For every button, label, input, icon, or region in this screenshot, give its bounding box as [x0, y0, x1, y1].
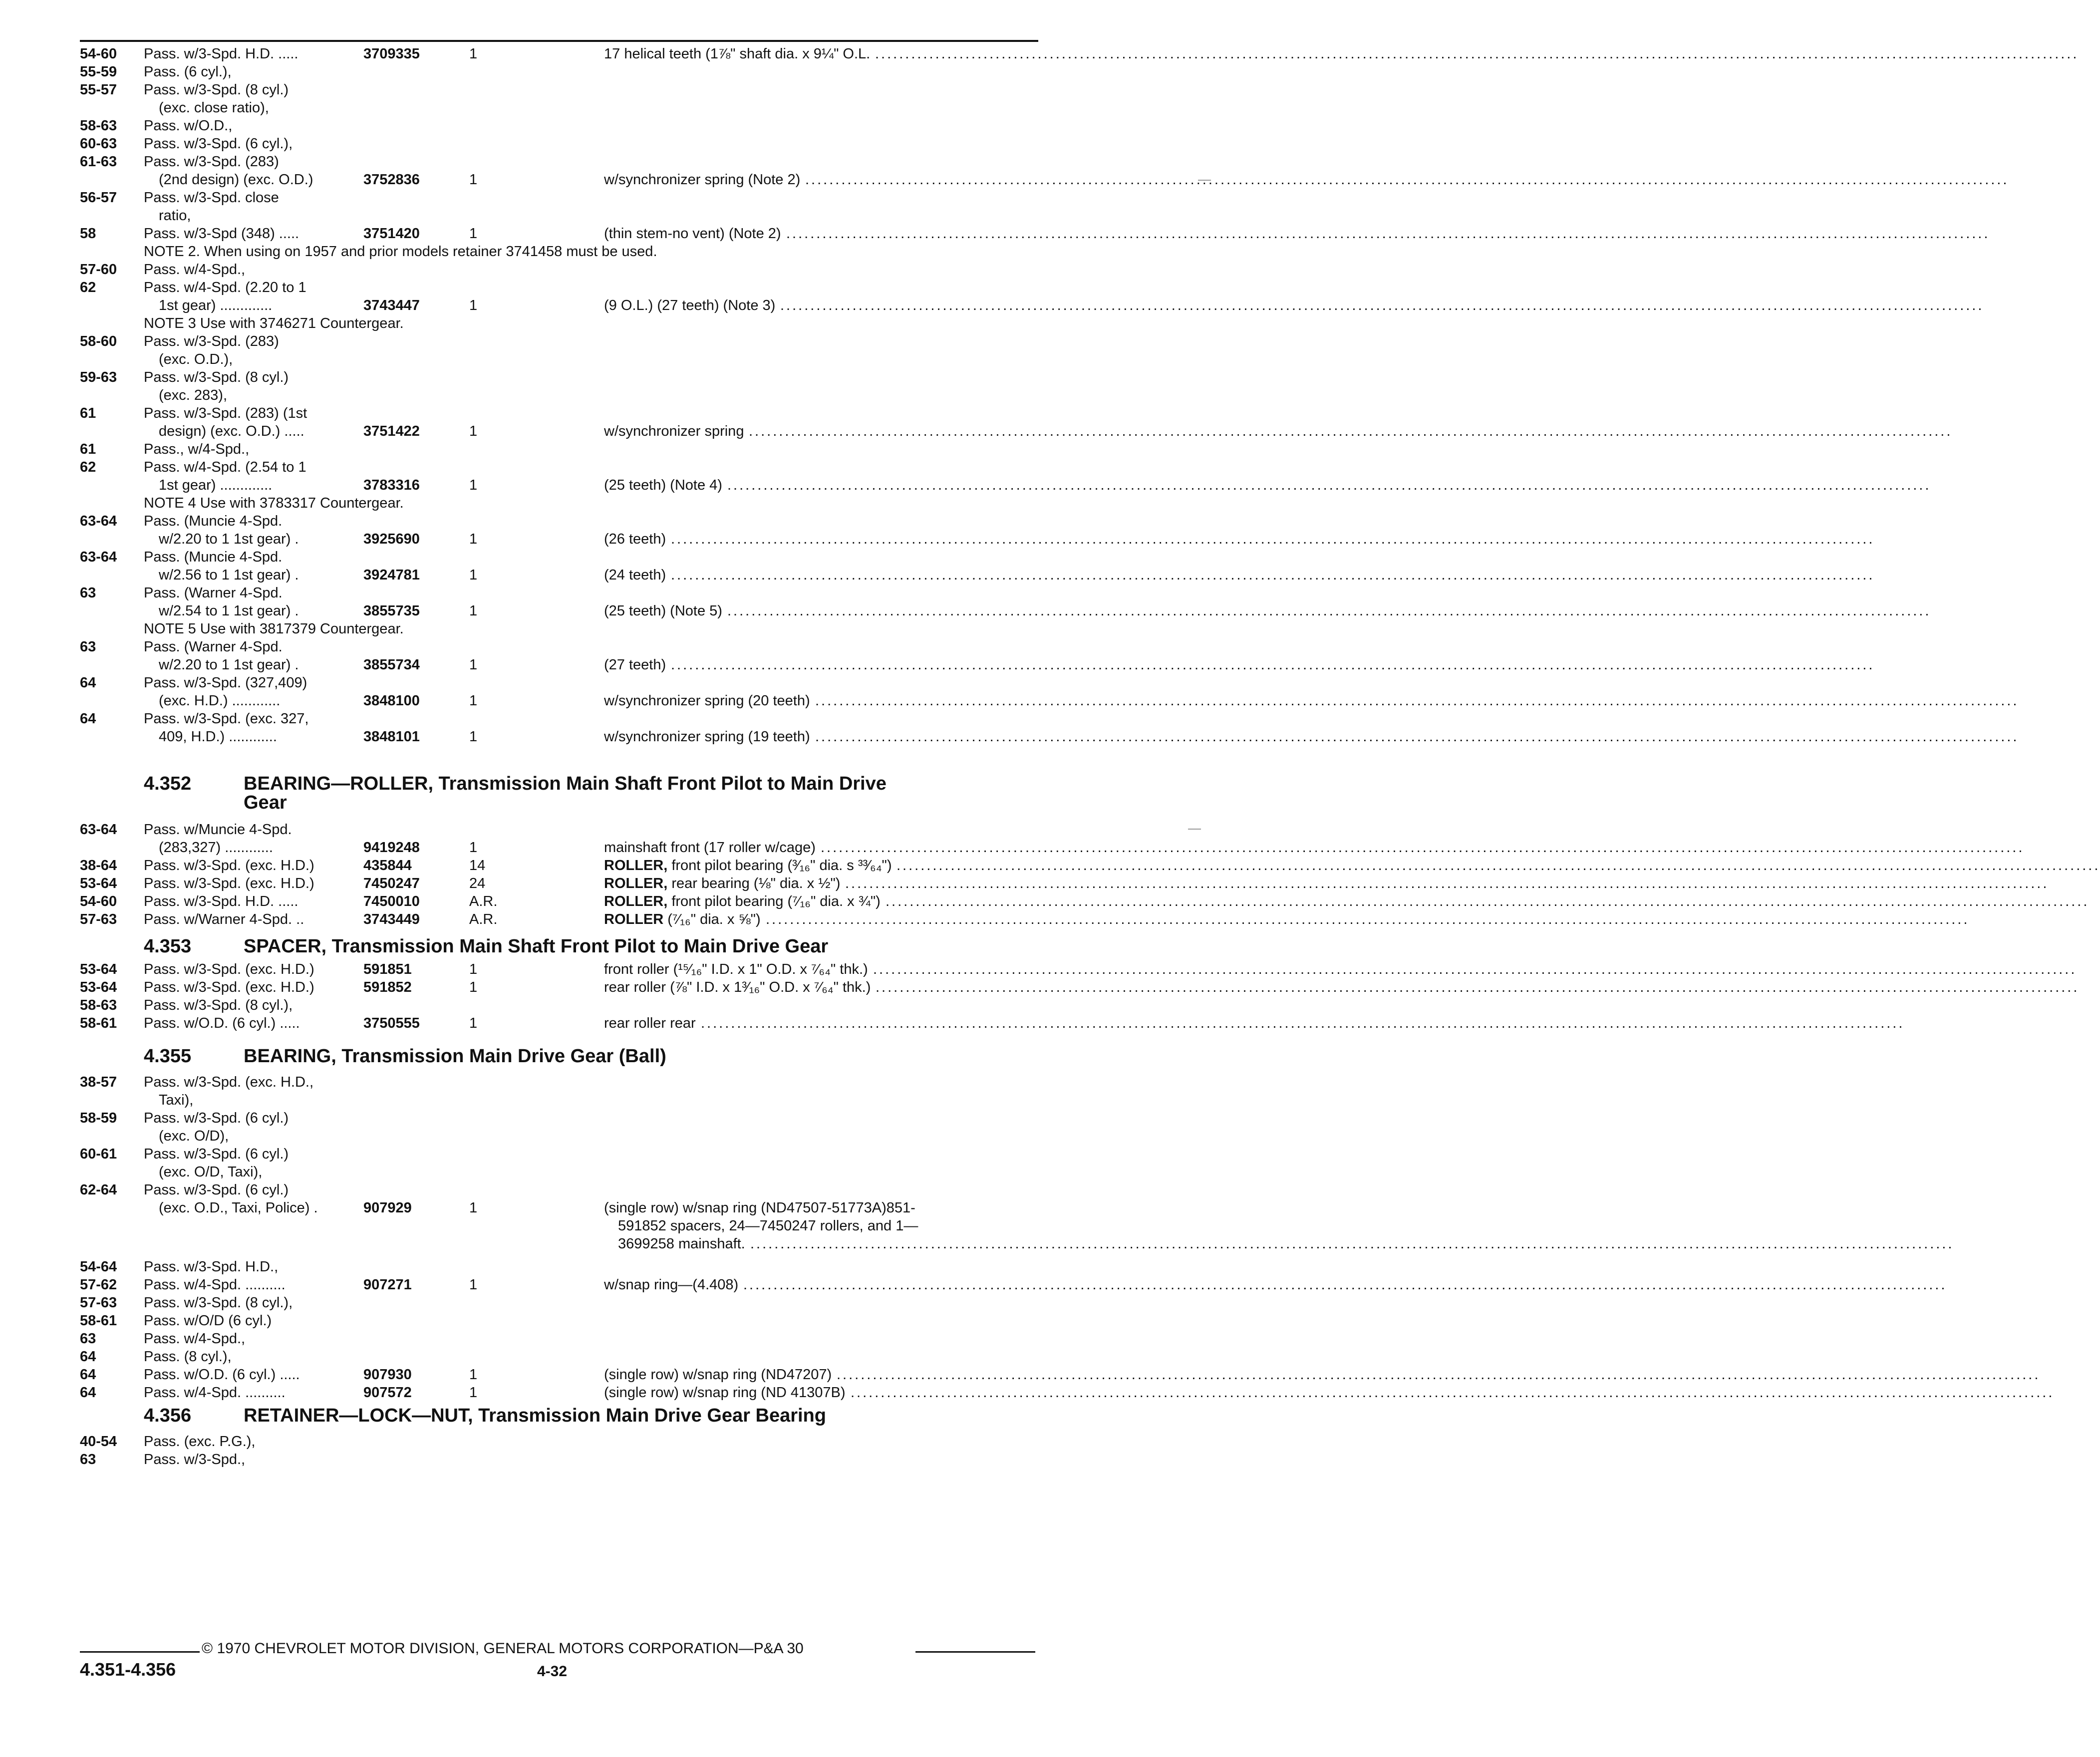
table-row	[0, 1217, 1262, 1235]
part-number: 3855734	[363, 657, 420, 673]
table-row	[0, 314, 1262, 332]
table-row	[0, 1109, 1262, 1127]
table-row	[0, 996, 1262, 1014]
application-description: 409, H.D.) ............	[159, 729, 277, 745]
application-description: (283,327) ............	[159, 840, 273, 856]
model-years: 57-62	[80, 1277, 117, 1293]
footer-rule-right	[915, 1651, 1035, 1653]
model-years: 40-54	[80, 1434, 117, 1450]
leader-dots: ........................................................................................................................................................................................................	[780, 297, 1984, 313]
section-title: RETAINER—LOCK—NUT, Transmission Main Drive Gear Bearing	[244, 1405, 826, 1426]
model-years: 53-64	[80, 876, 117, 891]
model-years: 63	[80, 585, 96, 601]
application-description: Pass. (Muncie 4-Spd.	[144, 513, 283, 529]
application-description: Pass. (Warner 4-Spd.	[144, 639, 283, 655]
remarks: (24 teeth)	[604, 567, 666, 583]
section-title-continued: Gear	[244, 792, 287, 813]
model-years: 60-63	[80, 136, 117, 152]
top-rule	[80, 40, 1038, 42]
table-row	[0, 1181, 1262, 1199]
quantity: A.R.	[469, 911, 498, 927]
part-number: 3743449	[363, 911, 420, 927]
table-row	[0, 638, 1262, 656]
model-years: 59-63	[80, 369, 117, 385]
model-years: 63	[80, 639, 96, 655]
table-row	[0, 978, 2080, 996]
footer-copyright: © 1970 CHEVROLET MOTOR DIVISION, GENERAL MOTORS CORPORATION—P&A 30	[202, 1640, 804, 1657]
table-row	[0, 279, 1262, 296]
model-years: 58-60	[80, 333, 117, 349]
application-description: w/2.20 to 1 1st gear) .	[159, 531, 299, 547]
remarks: ROLLER, front pilot bearing (³⁄₁₆" dia. s ³³⁄₆₄")	[604, 858, 892, 874]
quantity: 1	[469, 423, 478, 439]
model-years: 54-60	[80, 46, 117, 62]
part-number: 3848100	[363, 693, 420, 709]
remarks: w/synchronizer spring (Note 2)	[604, 172, 801, 188]
table-row	[0, 1312, 1262, 1330]
quantity: 1	[469, 297, 478, 313]
model-years: 58-63	[80, 997, 117, 1013]
quantity: 1	[469, 961, 478, 977]
application-description: Pass. w/3-Spd. (exc. 327,	[144, 711, 309, 727]
part-number: 907572	[363, 1385, 412, 1401]
application-description: Pass. w/4-Spd. (2.54 to 1	[144, 459, 306, 475]
model-years: 63-64	[80, 513, 117, 529]
application-description: Pass. w/3-Spd. (8 cyl.)	[144, 369, 289, 385]
application-description: Pass. w/O.D.,	[144, 118, 233, 134]
leader-dots: ........................................................................................................................................................................................................	[815, 693, 2019, 709]
leader-dots: ........................................................................................................................................................................................................	[671, 567, 1875, 583]
application-description: Pass. w/3-Spd. H.D. .....	[144, 893, 299, 909]
footer-page-number: 4-32	[537, 1663, 568, 1680]
table-row	[0, 857, 2100, 875]
table-row	[0, 1384, 2055, 1402]
part-number: 591852	[363, 979, 412, 995]
table-row	[0, 839, 2025, 857]
application-description: Pass. w/3-Spd. (8 cyl.),	[144, 997, 293, 1013]
leader-dots: ........................................................................................................................................................................................................	[671, 657, 1875, 673]
table-row	[0, 368, 1262, 386]
quantity: 1	[469, 693, 478, 709]
remarks: rear roller rear	[604, 1015, 696, 1031]
part-number: 3750555	[363, 1015, 420, 1031]
section-number: 4.356	[144, 1405, 192, 1426]
quantity: 1	[469, 567, 478, 583]
table-row	[0, 530, 1875, 548]
leader-dots: ........................................................................................................................................................................................................	[821, 840, 2025, 856]
table-row	[0, 1276, 1947, 1294]
table-row	[0, 602, 1931, 620]
model-years: 55-57	[80, 82, 117, 98]
table-row	[0, 261, 1262, 279]
remarks: w/synchronizer spring (19 teeth)	[604, 729, 810, 745]
table-row	[0, 296, 1984, 314]
application-description: ratio,	[159, 208, 191, 224]
remarks: mainshaft front (17 roller w/cage)	[604, 840, 816, 856]
part-number: 7450247	[363, 876, 420, 891]
part-number: 3751422	[363, 423, 420, 439]
model-years: 58-63	[80, 118, 117, 134]
remarks: w/snap ring—(4.408)	[604, 1277, 739, 1293]
part-number: 3783316	[363, 477, 420, 493]
remarks: rear roller (⅞" I.D. x 1³⁄₁₆" O.D. x ⁷⁄₆₄" thk.)	[604, 979, 871, 995]
section-heading	[144, 935, 828, 957]
part-number: 907271	[363, 1277, 412, 1293]
section-number: 4.352	[144, 773, 192, 794]
model-years: 58-61	[80, 1313, 117, 1329]
part-number: 3709335	[363, 46, 420, 62]
application-description: Pass. w/3-Spd. (6 cyl.)	[144, 1146, 289, 1162]
application-description: (exc. close ratio),	[159, 100, 269, 116]
table-row	[0, 476, 1931, 494]
remarks: (single row) w/snap ring (ND47507-51773A)851-	[604, 1200, 915, 1216]
remarks: front roller (¹⁵⁄₁₆" I.D. x 1" O.D. x ⁷⁄₆₄" thk.)	[604, 961, 868, 977]
remarks: w/synchronizer spring (20 teeth)	[604, 693, 810, 709]
table-row	[0, 440, 1262, 458]
application-description: Pass. (Muncie 4-Spd.	[144, 549, 283, 565]
application-description: NOTE 3 Use with 3746271 Countergear.	[144, 315, 404, 331]
quantity: 24	[469, 876, 486, 891]
remarks: (thin stem-no vent) (Note 2)	[604, 226, 781, 242]
leader-dots: ........................................................................................................................................................................................................	[873, 961, 2077, 977]
remarks: 3699258 mainshaft.	[618, 1236, 745, 1252]
part-number: 907930	[363, 1367, 412, 1383]
table-row	[0, 1366, 2041, 1384]
model-years: 62	[80, 280, 96, 295]
model-years: 64	[80, 1349, 96, 1365]
leader-dots: ........................................................................................................................................................................................................	[727, 603, 1931, 619]
application-description: Pass. w/4-Spd.,	[144, 262, 246, 278]
remarks: ROLLER (⁷⁄₁₆" dia. x ⅝")	[604, 911, 761, 927]
quantity: 1	[469, 840, 478, 856]
table-row	[0, 45, 2079, 63]
model-years: 63	[80, 1452, 96, 1467]
remarks: 17 helical teeth (1⅞" shaft dia. x 9¼" O.L.	[604, 46, 871, 62]
part-number: 3848101	[363, 729, 420, 745]
model-years: 58	[80, 226, 96, 242]
model-years: 38-57	[80, 1074, 117, 1090]
table-row	[0, 386, 1262, 404]
footer-section-range: 4.351-4.356	[80, 1659, 176, 1680]
application-description: Taxi),	[159, 1092, 194, 1108]
application-description: Pass. w/3-Spd. (6 cyl.)	[144, 1110, 289, 1126]
table-row	[0, 620, 1262, 638]
model-years: 60-61	[80, 1146, 117, 1162]
model-years: 54-64	[80, 1259, 117, 1275]
table-row	[0, 332, 1262, 350]
table-row	[0, 1199, 1262, 1217]
model-years: 63-64	[80, 822, 117, 838]
quantity: 1	[469, 1277, 478, 1293]
model-years: 57-63	[80, 911, 117, 927]
application-description: Pass. w/O.D. (6 cyl.) .....	[144, 1015, 300, 1031]
part-number: 3752836	[363, 172, 420, 188]
model-years: 53-64	[80, 961, 117, 977]
section-title: SPACER, Transmission Main Shaft Front Pilot to Main Drive Gear	[244, 936, 829, 957]
application-description: Pass. (8 cyl.),	[144, 1349, 232, 1365]
quantity: 14	[469, 858, 486, 874]
leader-dots: ........................................................................................................................................................................................................	[837, 1367, 2041, 1383]
model-years: 55-59	[80, 64, 117, 80]
application-description: Pass. w/3-Spd.,	[144, 1452, 246, 1467]
application-description: Pass. w/3-Spd (348) .....	[144, 226, 300, 242]
table-row	[0, 674, 1262, 692]
application-description: Pass. w/4-Spd. ..........	[144, 1277, 286, 1293]
table-row	[0, 422, 1953, 440]
table-row	[0, 692, 2019, 710]
quantity: 1	[469, 46, 478, 62]
quantity: 1	[469, 477, 478, 493]
table-row	[0, 960, 2077, 978]
application-description: Pass. w/Muncie 4-Spd.	[144, 822, 292, 838]
remarks: ROLLER, rear bearing (⅛" dia. x ½")	[604, 876, 841, 891]
remarks: (26 teeth)	[604, 531, 666, 547]
table-row	[0, 99, 1262, 117]
application-description: Pass. w/3-Spd. (8 cyl.)	[144, 82, 289, 98]
application-description: (exc. O/D, Taxi),	[159, 1164, 263, 1180]
application-description: Pass. w/3-Spd. (exc. H.D.)	[144, 979, 314, 995]
part-number: 435844	[363, 858, 412, 874]
application-description: (exc. O.D., Taxi, Police) .	[159, 1200, 318, 1216]
table-row	[0, 117, 1262, 135]
application-description: Pass. w/3-Spd. H.D. .....	[144, 46, 299, 62]
part-number: 907929	[363, 1200, 412, 1216]
remarks: ROLLER, front pilot bearing (⁷⁄₁₆" dia. x ¾")	[604, 893, 881, 909]
section-heading	[144, 773, 887, 795]
quantity: 1	[469, 729, 478, 745]
leader-dots: ........................................................................................................................................................................................................	[897, 858, 2100, 874]
quantity: 1	[469, 1367, 478, 1383]
model-years: 64	[80, 711, 96, 727]
application-description: NOTE 2. When using on 1957 and prior models retainer 3741458 must be used.	[144, 244, 657, 260]
model-years: 64	[80, 1367, 96, 1383]
application-description: Pass. w/3-Spd. (8 cyl.),	[144, 1295, 293, 1311]
application-description: Pass. w/3-Spd. (exc. H.D.)	[144, 876, 314, 891]
application-description: (exc. O.D.),	[159, 351, 233, 367]
table-row	[0, 566, 1875, 584]
remarks: (single row) w/snap ring (ND 41307B)	[604, 1385, 846, 1401]
application-description: Pass. w/4-Spd.,	[144, 1331, 246, 1347]
table-row	[0, 1451, 1262, 1468]
application-description: Pass. (exc. P.G.),	[144, 1434, 256, 1450]
application-description: (exc. H.D.) ............	[159, 693, 281, 709]
leader-dots: ........................................................................................................................................................................................................	[750, 1236, 1954, 1252]
quantity: 1	[469, 172, 478, 188]
table-row	[0, 728, 2019, 746]
model-years: 64	[80, 675, 96, 691]
model-years: 56-57	[80, 190, 117, 206]
leader-dots: ........................................................................................................................................................................................................	[851, 1385, 2055, 1401]
table-row	[0, 189, 1262, 207]
table-row	[0, 350, 1262, 368]
quantity: 1	[469, 226, 478, 242]
application-description: Pass. (6 cyl.),	[144, 64, 232, 80]
quantity: A.R.	[469, 893, 498, 909]
table-row	[0, 584, 1262, 602]
model-years: 38-64	[80, 858, 117, 874]
quantity: 1	[469, 1200, 478, 1216]
remarks: w/synchronizer spring	[604, 423, 744, 439]
leader-dots: ........................................................................................................................................................................................................	[701, 1015, 1905, 1031]
part-number: 7450010	[363, 893, 420, 909]
table-row	[0, 243, 1262, 261]
application-description: Pass. w/3-Spd. (327,409)	[144, 675, 307, 691]
part-number: 591851	[363, 961, 412, 977]
leader-dots: ........................................................................................................................................................................................................	[727, 477, 1931, 493]
leader-dots: ........................................................................................................................................................................................................	[886, 893, 2090, 909]
part-number: 3855735	[363, 603, 420, 619]
model-years: 58-59	[80, 1110, 117, 1126]
leader-dots: ........................................................................................................................................................................................................	[875, 46, 2079, 62]
footer-rule-left	[80, 1651, 200, 1653]
section-heading	[144, 1405, 826, 1427]
leader-dots: ........................................................................................................................................................................................................	[815, 729, 2019, 745]
quantity: 1	[469, 603, 478, 619]
model-years: 57-60	[80, 262, 117, 278]
model-years: 64	[80, 1385, 96, 1401]
leader-dots: ........................................................................................................................................................................................................	[671, 531, 1875, 547]
model-years: 63-64	[80, 549, 117, 565]
application-description: Pass. w/3-Spd. (283) (1st	[144, 405, 307, 421]
table-row	[0, 63, 1262, 81]
model-years: 61	[80, 441, 96, 457]
part-number: 9419248	[363, 840, 420, 856]
application-description: 1st gear) .............	[159, 297, 273, 313]
section-title: BEARING—ROLLER, Transmission Main Shaft Front Pilot to Main Drive	[244, 773, 887, 794]
application-description: NOTE 4 Use with 3783317 Countergear.	[144, 495, 404, 511]
quantity: 1	[469, 979, 478, 995]
application-description: Pass. w/4-Spd. (2.20 to 1	[144, 280, 306, 295]
table-row	[0, 1330, 1262, 1348]
table-row	[0, 458, 1262, 476]
table-row	[0, 512, 1262, 530]
table-row	[0, 207, 1262, 225]
model-years: 57-63	[80, 1295, 117, 1311]
model-years: 62	[80, 459, 96, 475]
application-description: Pass. w/3-Spd. (6 cyl.)	[144, 1182, 289, 1198]
model-years: 61	[80, 405, 96, 421]
table-row	[0, 81, 1262, 99]
table-row	[0, 171, 2009, 189]
table-row	[0, 1127, 1262, 1145]
application-description: w/2.56 to 1 1st gear) .	[159, 567, 299, 583]
application-description: design) (exc. O.D.) .....	[159, 423, 304, 439]
table-row	[0, 910, 1970, 928]
leader-dots: ........................................................................................................................................................................................................	[766, 911, 1970, 927]
application-description: 1st gear) .............	[159, 477, 273, 493]
application-description: Pass. w/4-Spd. ..........	[144, 1385, 286, 1401]
application-description: Pass. w/O/D (6 cyl.)	[144, 1313, 272, 1329]
table-row	[0, 1433, 1262, 1451]
table-row	[0, 875, 2049, 892]
application-description: Pass. w/3-Spd. H.D.,	[144, 1259, 279, 1275]
table-row	[0, 1145, 1262, 1163]
leader-dots: ........................................................................................................................................................................................................	[845, 876, 2049, 891]
table-row	[0, 1014, 1905, 1032]
application-description: Pass. w/Warner 4-Spd. ..	[144, 911, 304, 927]
leader-dots: ........................................................................................................................................................................................................	[805, 172, 2009, 188]
table-row	[0, 1091, 1262, 1109]
application-description: w/2.20 to 1 1st gear) .	[159, 657, 299, 673]
table-row	[0, 135, 1262, 153]
table-row	[0, 892, 2090, 910]
part-number: 3751420	[363, 226, 420, 242]
application-description: w/2.54 to 1 1st gear) .	[159, 603, 299, 619]
table-row	[0, 548, 1262, 566]
leader-dots: ........................................................................................................................................................................................................	[876, 979, 2080, 995]
application-description: (exc. 283),	[159, 387, 227, 403]
table-row	[0, 225, 1990, 243]
model-years: 63	[80, 1331, 96, 1347]
part-number: 3925690	[363, 531, 420, 547]
quantity: 1	[469, 1015, 478, 1031]
table-row	[0, 821, 1262, 839]
table-row	[0, 710, 1262, 728]
application-description: Pass. w/3-Spd. (283)	[144, 154, 279, 170]
quantity: 1	[469, 1385, 478, 1401]
application-description: Pass. w/3-Spd. (283)	[144, 333, 279, 349]
table-row	[0, 1235, 1954, 1253]
quantity: 1	[469, 531, 478, 547]
leader-dots: ........................................................................................................................................................................................................	[786, 226, 1990, 242]
part-number: 3743447	[363, 297, 420, 313]
table-row	[0, 404, 1262, 422]
model-years: 53-64	[80, 979, 117, 995]
section-number: 4.353	[144, 936, 192, 957]
application-description: Pass. (Warner 4-Spd.	[144, 585, 283, 601]
remarks: (25 teeth) (Note 4)	[604, 477, 722, 493]
application-description: Pass. w/3-Spd. (exc. H.D.,	[144, 1074, 314, 1090]
application-description: Pass., w/4-Spd.,	[144, 441, 250, 457]
application-description: Pass. w/3-Spd. (6 cyl.),	[144, 136, 293, 152]
table-row	[0, 1258, 1262, 1276]
table-row	[0, 1348, 1262, 1366]
model-years: 58-61	[80, 1015, 117, 1031]
section-title: BEARING, Transmission Main Drive Gear (Ball)	[244, 1046, 666, 1067]
leader-dots: ........................................................................................................................................................................................................	[749, 423, 1953, 439]
remarks: (9 O.L.) (27 teeth) (Note 3)	[604, 297, 776, 313]
table-row	[0, 153, 1262, 171]
remarks: (27 teeth)	[604, 657, 666, 673]
model-years: 61-63	[80, 154, 117, 170]
leader-dots: ........................................................................................................................................................................................................	[743, 1277, 1947, 1293]
table-row	[0, 494, 1262, 512]
section-heading	[144, 1045, 666, 1067]
application-description: Pass. w/3-Spd. close	[144, 190, 279, 206]
table-row	[0, 1163, 1262, 1181]
section-number: 4.355	[144, 1046, 192, 1067]
application-description: Pass. w/O.D. (6 cyl.) .....	[144, 1367, 300, 1383]
remarks: (25 teeth) (Note 5)	[604, 603, 722, 619]
model-years: 54-60	[80, 893, 117, 909]
model-years: 62-64	[80, 1182, 117, 1198]
table-row	[0, 1294, 1262, 1312]
application-description: (exc. O/D),	[159, 1128, 229, 1144]
application-description: (2nd design) (exc. O.D.)	[159, 172, 313, 188]
application-description: Pass. w/3-Spd. (exc. H.D.)	[144, 858, 314, 874]
application-description: NOTE 5 Use with 3817379 Countergear.	[144, 621, 404, 637]
quantity: 1	[469, 657, 478, 673]
remarks: 591852 spacers, 24—7450247 rollers, and 1—	[618, 1218, 918, 1234]
application-description: Pass. w/3-Spd. (exc. H.D.)	[144, 961, 314, 977]
remarks: (single row) w/snap ring (ND47207)	[604, 1367, 832, 1383]
part-number: 3924781	[363, 567, 420, 583]
table-row	[0, 1073, 1262, 1091]
table-row	[0, 656, 1875, 674]
